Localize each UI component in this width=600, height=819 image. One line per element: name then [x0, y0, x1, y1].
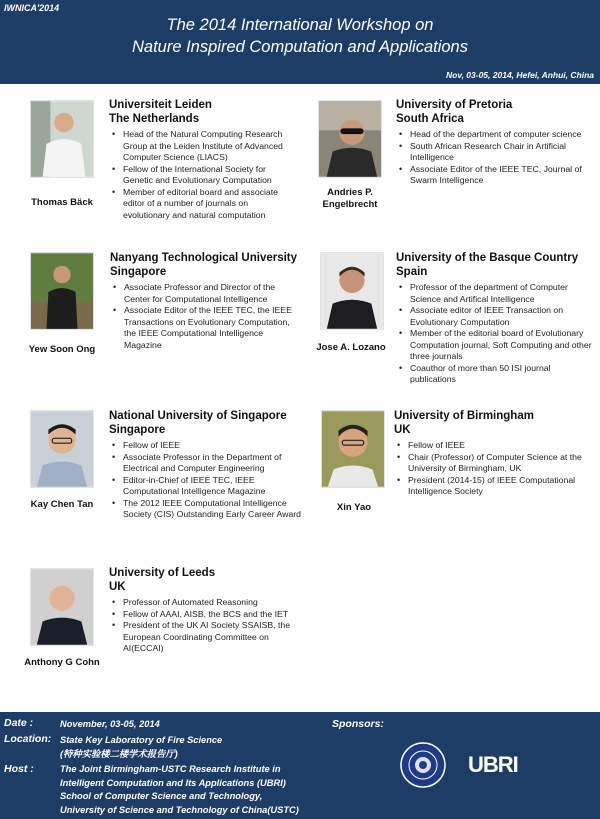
speaker-info [110, 251, 300, 351]
university-name: Universiteit Leiden [109, 99, 212, 111]
date-location: Nov, 03-05, 2014, Hefei, Anhui, China [445, 70, 594, 80]
bullet-item: • Member of the editorial board of Evolutionary Computation journal, Soft Computing and other three journals [396, 328, 594, 363]
speaker-info [109, 566, 294, 655]
speaker-photo [30, 252, 94, 330]
university-seal-icon [400, 742, 446, 788]
bullet-item: • President (2014-15) of IEEE Computational Intelligence Society [394, 475, 594, 498]
host-line: The Joint Birmingham-USTC Research Institute in [60, 764, 281, 774]
speaker-name: Thomas Bäck [31, 197, 93, 208]
speaker-info [396, 98, 591, 187]
bullet-item: • Coauthor of more than 50 ISI journal publications [396, 363, 594, 386]
location-label: Location: [4, 733, 52, 745]
country-name: Spain [396, 266, 428, 278]
bullet-item: • Member of editorial board and associate editor of a number of journals on evolutionary and natural computation [109, 187, 294, 222]
speaker-name: Yew Soon Ong [28, 344, 96, 355]
host-line: School of Computer Science and Technology, [60, 791, 263, 801]
ubri-logo-ri: RI [497, 752, 518, 777]
location-room: (特种实验楼二楼学术报告厅) [60, 748, 178, 759]
speaker-photo [30, 568, 94, 646]
bullet-item: • Chair (Professor) of Computer Science at the University of Birmingham, UK [394, 452, 594, 475]
title-line-2: Nature Inspired Computation and Applications [131, 38, 468, 56]
bullet-list [396, 129, 591, 187]
bullet-list [110, 282, 300, 351]
page-title [0, 14, 600, 58]
bullet-item: • Fellow of AAAI, AISB, the BCS and the IET [109, 609, 294, 621]
speaker-info [109, 98, 294, 221]
speaker-name: Xin Yao [336, 502, 372, 513]
ustc-seal-logo [400, 742, 446, 788]
speaker-name: Jose A. Lozano [316, 342, 386, 353]
person-photo-icon [31, 253, 93, 329]
university-name: University of Birmingham [394, 410, 534, 422]
host-label: Host : [4, 763, 34, 775]
location-name: State Key Laboratory of Fire Science [60, 735, 223, 745]
country-name: Singapore [109, 424, 166, 436]
person-photo-icon [31, 569, 93, 645]
speaker-name: Kay Chen Tan [30, 499, 94, 510]
host-line: Intelligent Computation and Its Applications (UBRI) [60, 777, 286, 788]
bullet-item: • The 2012 IEEE Computational Intelligence Society (CIS) Outstanding Early Career Award [109, 498, 301, 521]
university-name: University of the Basque Country [396, 252, 579, 264]
bullet-item: • Head of the department of computer science [396, 129, 591, 141]
bullet-item: • Editor-in-Chief of IEEE TEC, IEEE Computational Intelligence Magazine [109, 475, 301, 498]
bullet-item: • Associate editor of IEEE Transaction on Evolutionary Computation [396, 305, 594, 328]
university-name: University of Leeds [109, 567, 216, 579]
ubri-logo [468, 752, 518, 778]
country-name: The Netherlands [109, 113, 200, 125]
header-banner [0, 0, 600, 84]
speaker-photo [321, 410, 385, 488]
location-value [60, 734, 222, 761]
speaker-photo [320, 252, 384, 330]
bullet-item: • Fellow of the International Society for Genetic and Evolutionary Computation [109, 164, 294, 187]
ubri-logo-ub: UB [468, 752, 498, 777]
bullet-list [396, 282, 594, 386]
bullet-item: • Professor of Automated Reasoning [109, 597, 294, 609]
speaker-photo [30, 100, 94, 178]
country-name: South Africa [396, 113, 464, 125]
person-photo-icon [319, 101, 381, 177]
person-photo-icon [31, 411, 93, 487]
speaker-info [396, 251, 594, 386]
host-line: University of Science and Technology of China(USTC) [60, 804, 299, 815]
university-name: Nanyang Technological University [110, 252, 298, 264]
bullet-item: • Associate Professor and Director of the Center for Computational Intelligence [110, 282, 300, 305]
university-name: National University of Singapore [109, 410, 287, 422]
country-name: Singapore [110, 266, 167, 278]
host-value [60, 763, 299, 817]
bullet-item: • Professor of the department of Computer Science and Artifical Intelligence [396, 282, 594, 305]
person-photo-icon [321, 253, 383, 329]
university-name: University of Pretoria [396, 99, 513, 111]
title-line-1: The 2014 International Workshop on [166, 16, 434, 34]
bullet-item: • President of the UK AI Society SSAISB, the European Coordinating Committee on AI(ECCAI) [109, 620, 294, 655]
bullet-list [109, 440, 301, 521]
bullet-item: • Associate Professor in the Department of Electrical and Computer Engineering [109, 452, 301, 475]
bullet-item: • Associate Editor of the IEEE TEC, Journal of Swarm Intelligence [396, 164, 591, 187]
bullet-list [109, 129, 294, 221]
bullet-item: • Fellow of IEEE [394, 440, 594, 452]
date-label: Date : [4, 717, 34, 729]
person-photo-icon [322, 411, 384, 487]
country-name: UK [109, 581, 126, 593]
bullet-list [394, 440, 594, 498]
bullet-item: • Head of the Natural Computing Research Group at the Leiden Institute of Advanced Computer Science (LIACS) [109, 129, 294, 164]
person-photo-icon [31, 101, 93, 177]
speaker-name: Anthony G Cohn [24, 657, 100, 668]
speaker-name: Andries P. Engelbrecht [322, 187, 378, 210]
bullet-item: • Associate Editor of the IEEE TEC, the IEEE Transactions on Evolutionary Computation, the IEEE Computational Intelligence Magazine [110, 305, 300, 351]
speaker-photo [30, 410, 94, 488]
speaker-info [109, 409, 301, 521]
workshop-tag: IWNICA'2014 [4, 3, 60, 13]
speaker-info [394, 409, 594, 498]
speaker-photo [318, 100, 382, 178]
date-value: November, 03-05, 2014 [60, 719, 160, 729]
bullet-item: • South African Research Chair in Artificial Intelligence [396, 141, 591, 164]
bullet-list [109, 597, 294, 655]
country-name: UK [394, 424, 411, 436]
sponsors-label: Sponsors: [332, 718, 384, 730]
footer-banner [0, 712, 600, 819]
bullet-item: • Fellow of IEEE [109, 440, 301, 452]
